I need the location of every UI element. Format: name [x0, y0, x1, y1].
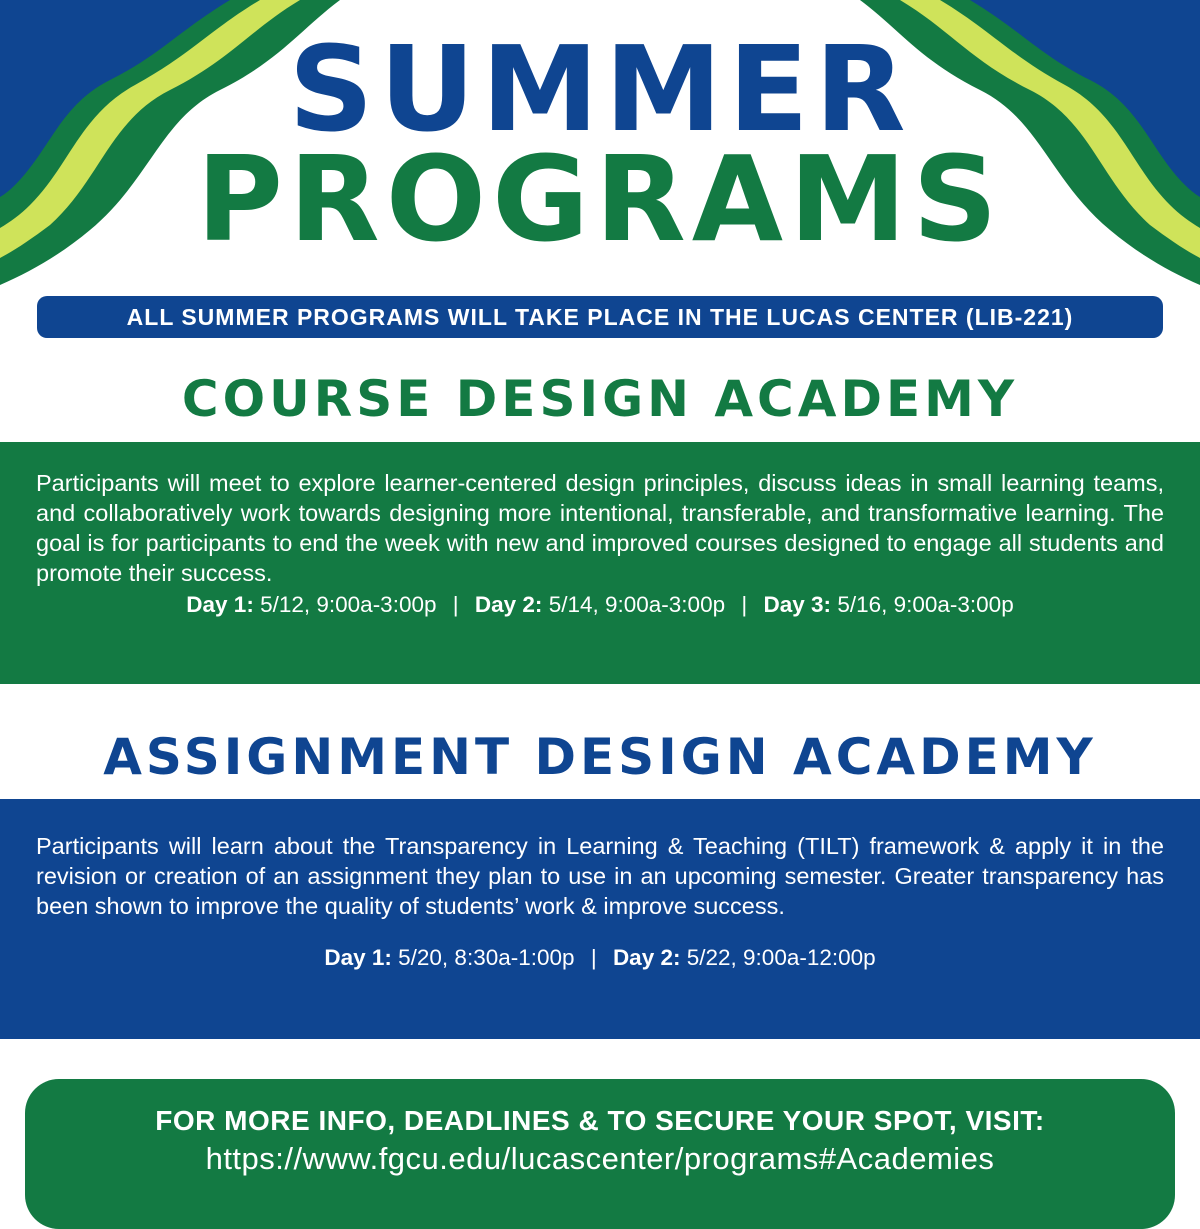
title-summer: SUMMER: [288, 20, 912, 158]
assignment-design-academy-description: Participants will learn about the Transparency in Learning & Teaching (TILT) framework & apply it in the revision or creation of an assignment they plan to use in an upcoming semester. Greater transparency has been shown to improve the quality of students’ work & improve success.: [36, 833, 1164, 919]
session-day-label: Day 1:: [324, 945, 392, 970]
course-design-academy-section: [0, 442, 1200, 684]
session-day-label: Day 1:: [186, 592, 254, 617]
session-time: 5/22, 9:00a-12:00p: [686, 945, 876, 970]
course-design-academy-description: Participants will meet to explore learner-centered design principles, discuss ideas in small learning teams, and collaboratively work towards designing more intentional, transferable, and transformative learning. The goal is for participants to end the week with new and improved courses designed to engage all students and promote their success.: [36, 470, 1164, 586]
session-time: 5/14, 9:00a-3:00p: [548, 592, 726, 617]
course-design-academy-heading: COURSE DESIGN ACADEMY: [181, 370, 1019, 428]
schedule-separator: |: [452, 592, 459, 617]
session-day-label: Day 2:: [612, 945, 681, 970]
programs-url-link[interactable]: https://www.fgcu.edu/lucascenter/programs#Academies: [205, 1141, 995, 1176]
assignment-design-academy-schedule: [36, 945, 1164, 971]
title-programs: PROGRAMS: [196, 130, 1004, 268]
session-time: 5/12, 9:00a-3:00p: [260, 592, 437, 617]
assignment-design-academy-heading: ASSIGNMENT DESIGN ACADEMY: [103, 728, 1097, 786]
schedule-separator: |: [590, 945, 597, 970]
more-info-callout: [25, 1079, 1175, 1229]
course-design-academy-schedule: [36, 592, 1164, 618]
session-day-label: Day 2:: [474, 592, 543, 617]
session-time: 5/16, 9:00a-3:00p: [837, 592, 1014, 617]
schedule-separator: |: [741, 592, 748, 617]
more-info-heading: FOR MORE INFO, DEADLINES & TO SECURE YOUR SPOT, VISIT:: [155, 1105, 1045, 1136]
location-banner: ALL SUMMER PROGRAMS WILL TAKE PLACE IN THE LUCAS CENTER (LIB-221): [37, 296, 1163, 338]
assignment-design-academy-section: [0, 799, 1200, 1039]
session-day-label: Day 3:: [763, 592, 832, 617]
session-time: 5/20, 8:30a-1:00p: [398, 945, 575, 970]
